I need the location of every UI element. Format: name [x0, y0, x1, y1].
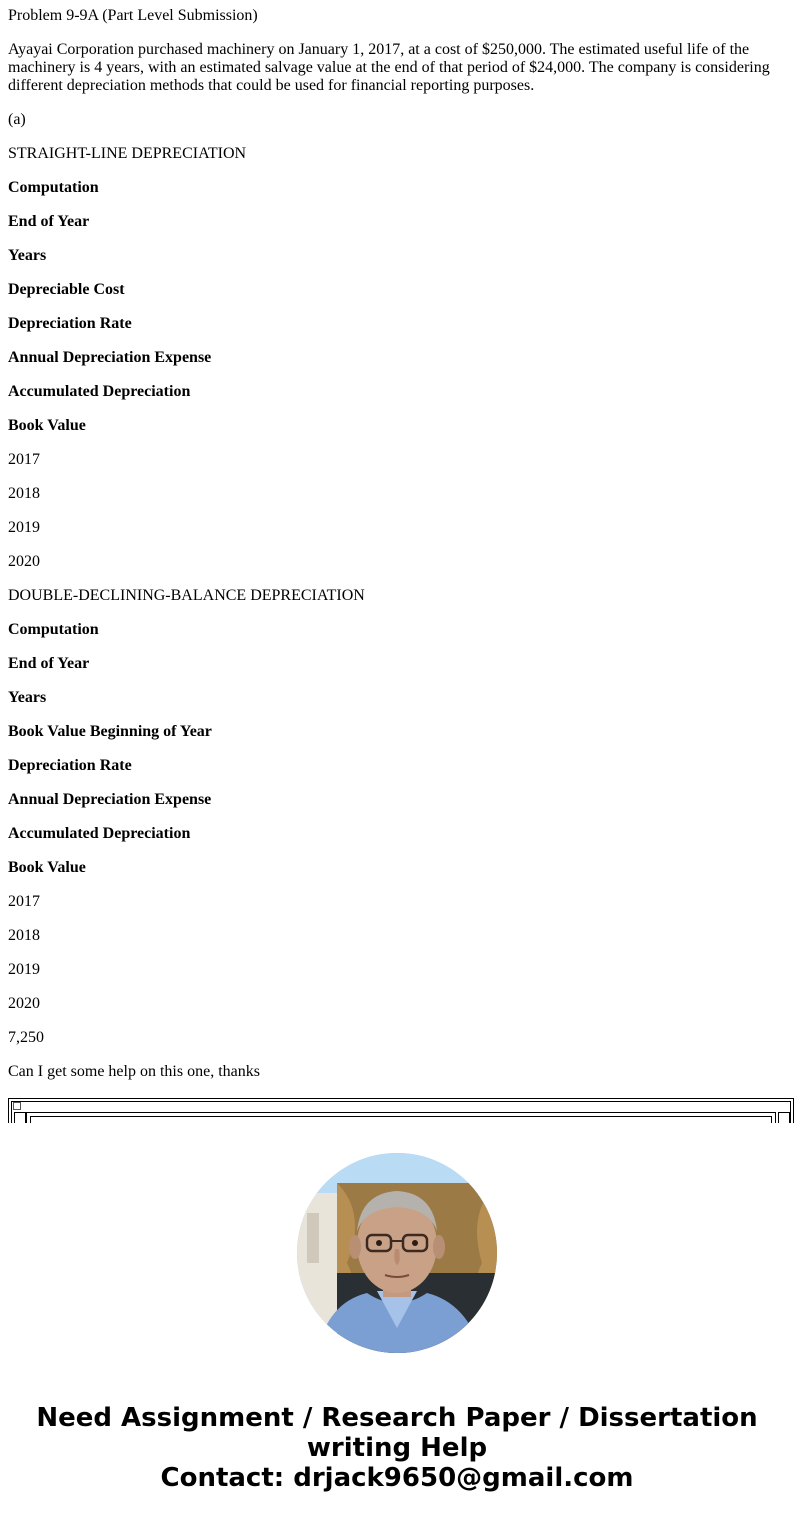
sl-depreciable-cost-header: Depreciable Cost	[8, 281, 125, 298]
author-avatar	[297, 1153, 497, 1353]
problem-title: Problem 9-9A (Part Level Submission)	[8, 7, 258, 24]
ddb-book-value-begin-header: Book Value Beginning of Year	[8, 723, 212, 740]
sl-year-row: 2018	[8, 485, 40, 502]
sl-depreciation-rate-header: Depreciation Rate	[8, 315, 132, 332]
embedded-frame-region	[8, 1098, 794, 1123]
ddb-heading: DOUBLE-DECLINING-BALANCE DEPRECIATION	[8, 587, 365, 604]
ddb-year-row: 2018	[8, 927, 40, 944]
sl-heading: STRAIGHT-LINE DEPRECIATION	[8, 145, 247, 162]
avatar-illustration	[297, 1153, 497, 1353]
part-label: (a)	[8, 111, 26, 128]
question-text: Can I get some help on this one, thanks	[8, 1063, 260, 1080]
ddb-value: 7,250	[8, 1029, 44, 1046]
frame-middle-inner	[30, 1116, 772, 1123]
sl-accumulated-header: Accumulated Depreciation	[8, 383, 191, 400]
sl-end-of-year-header: End of Year	[8, 213, 90, 230]
footer-line-1: Need Assignment / Research Paper / Dissertation	[36, 1403, 758, 1433]
ddb-end-of-year-header: End of Year	[8, 655, 90, 672]
footer-line-2: writing Help	[306, 1433, 488, 1463]
ddb-year-row: 2017	[8, 893, 40, 910]
sl-years-header: Years	[8, 247, 47, 264]
footer-contact: Contact: drjack9650@gmail.com	[160, 1463, 634, 1493]
problem-intro: Ayayai Corporation purchased machinery on January 1, 2017, at a cost of $250,000. The estimated useful life of the machinery is 4 years, with an estimated salvage value at the end of that period of $24,000. The company is considering different depreciation methods that could be used for financial reporting purposes.	[8, 41, 770, 94]
ddb-depreciation-rate-header: Depreciation Rate	[8, 757, 132, 774]
sl-computation-header: Computation	[8, 179, 99, 196]
ddb-year-row: 2019	[8, 961, 40, 978]
ddb-year-row: 2020	[8, 995, 40, 1012]
sl-book-value-header: Book Value	[8, 417, 86, 434]
sl-year-row: 2020	[8, 553, 40, 570]
ddb-accumulated-header: Accumulated Depreciation	[8, 825, 191, 842]
ddb-computation-header: Computation	[8, 621, 99, 638]
sl-annual-expense-header: Annual Depreciation Expense	[8, 349, 212, 366]
ddb-years-header: Years	[8, 689, 47, 706]
sl-year-row: 2019	[8, 519, 40, 536]
frame-right-column	[778, 1112, 790, 1123]
footer-banner	[0, 1403, 794, 1493]
ddb-annual-expense-header: Annual Depreciation Expense	[8, 791, 212, 808]
sl-year-row: 2017	[8, 451, 40, 468]
ddb-book-value-header: Book Value	[8, 859, 86, 876]
broken-image-icon	[13, 1102, 21, 1110]
frame-left-column	[14, 1112, 26, 1123]
